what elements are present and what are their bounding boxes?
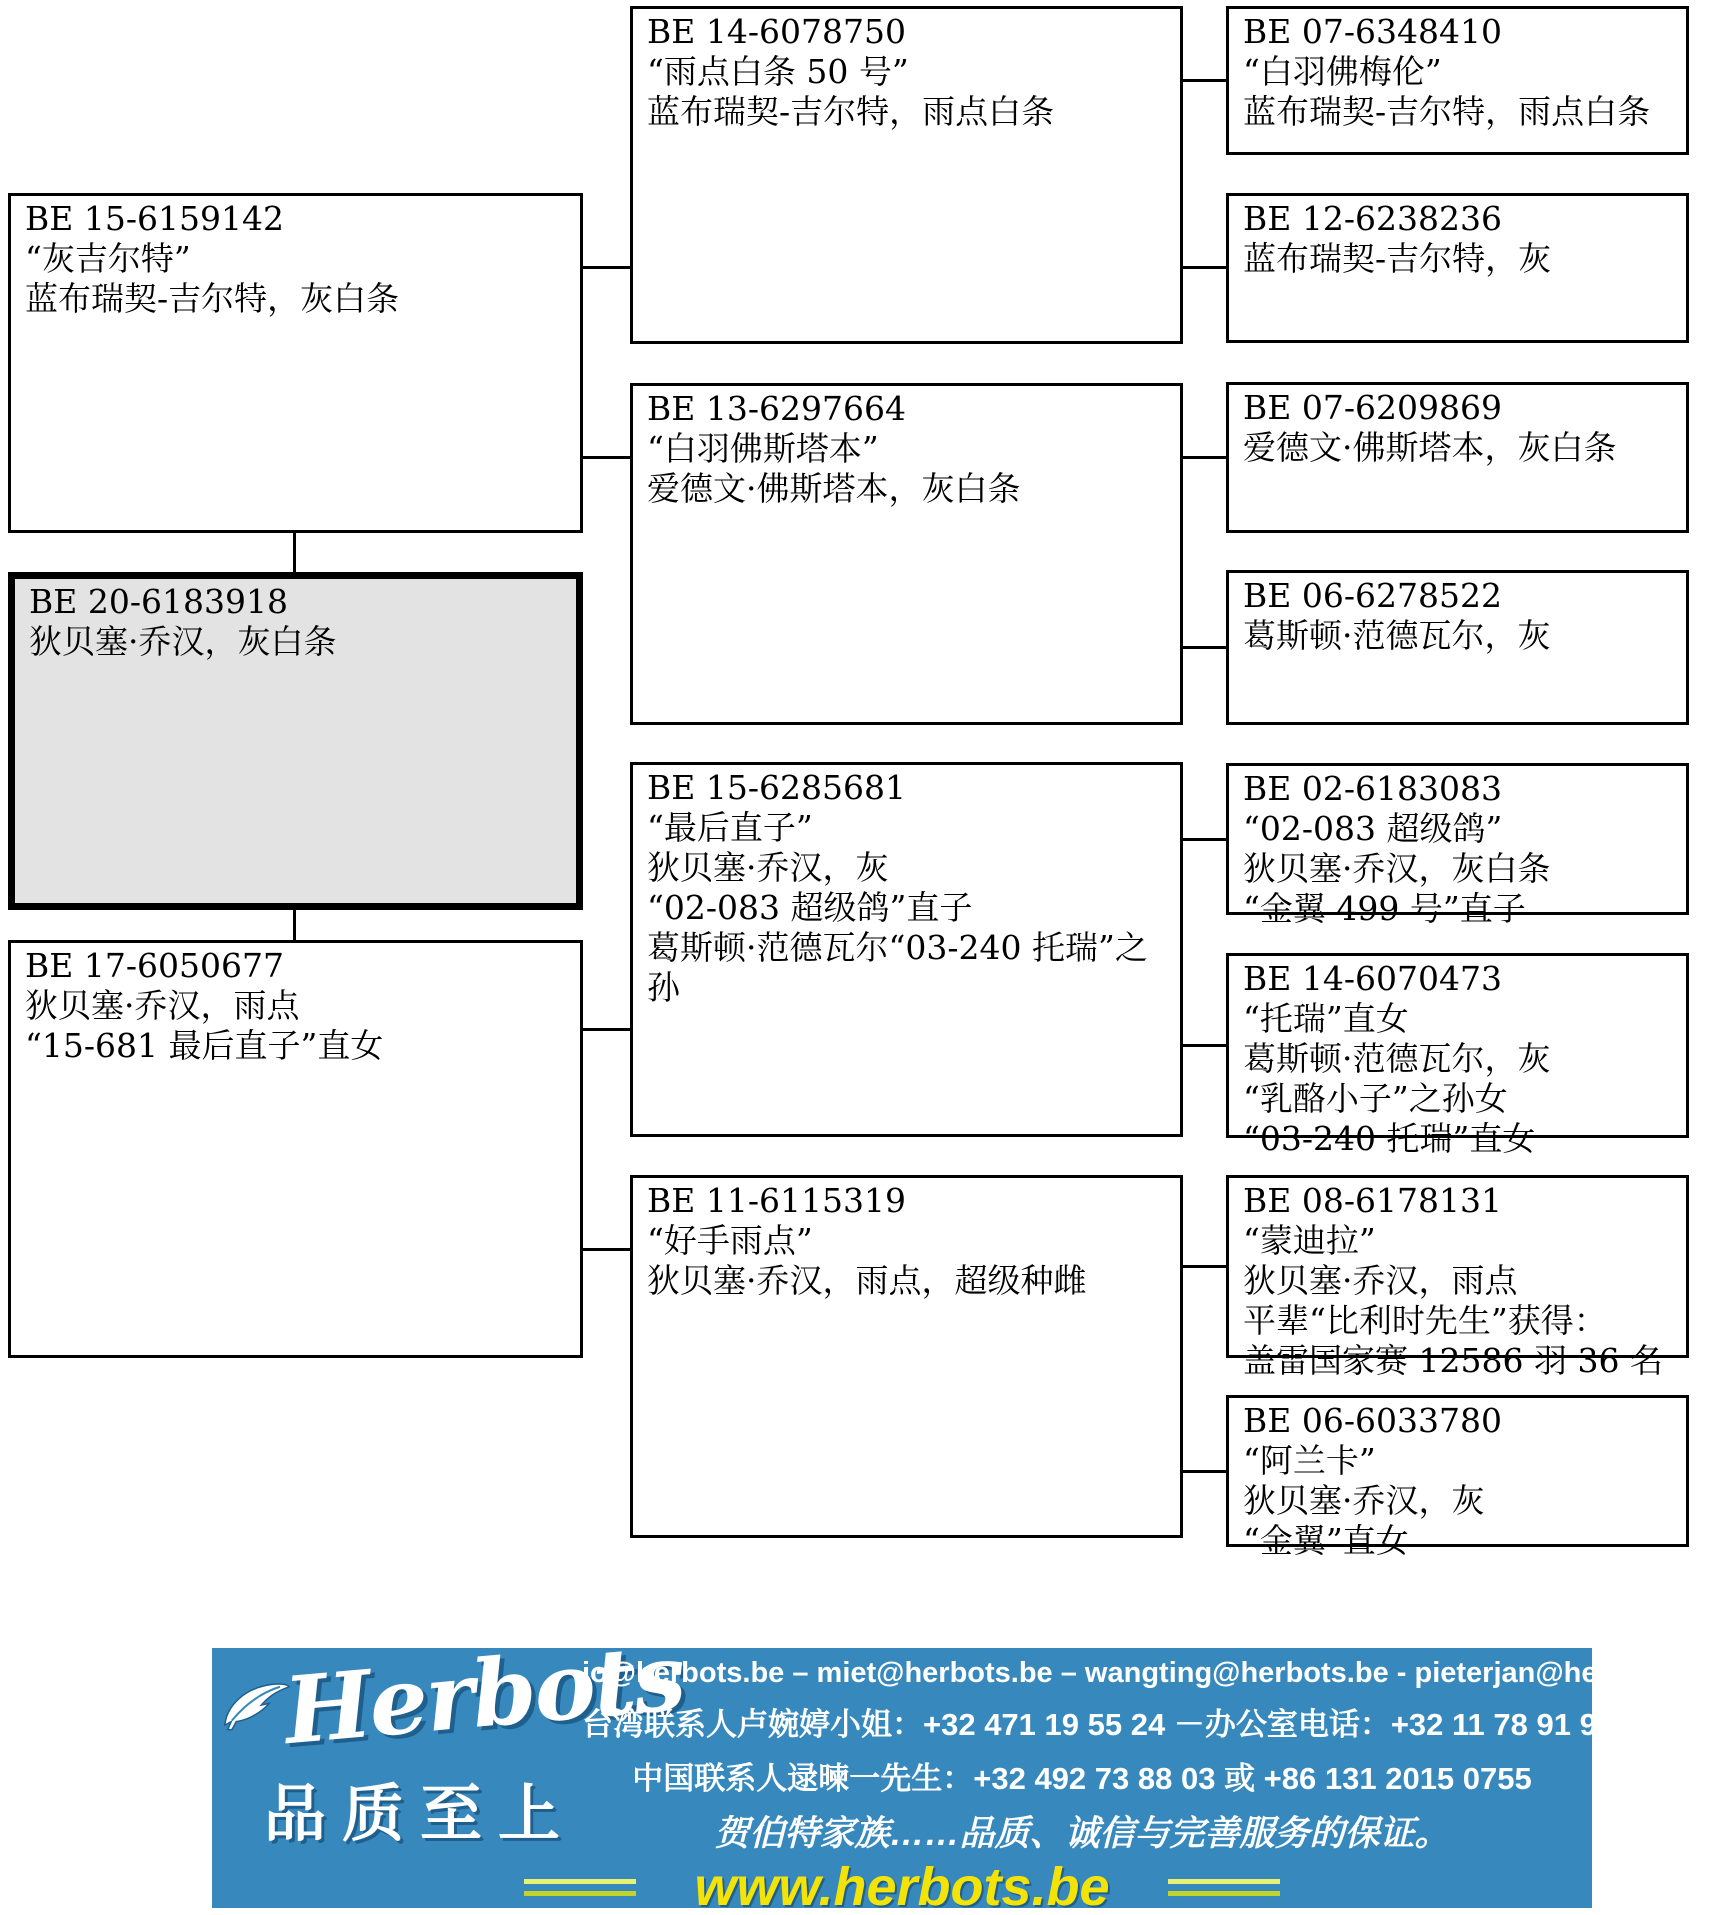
pedigree-text-line: BE 07-6348410	[1243, 12, 1502, 51]
pedigree-box-be-07-6348410	[1226, 6, 1689, 155]
pedigree-text-line: “金翼”直女	[1243, 1521, 1409, 1560]
pedigree-box-subject-be-20-6183918	[8, 572, 583, 910]
website-url: www.herbots.be	[694, 1857, 1110, 1915]
pedigree-text-line: “托瑞”直女	[1243, 999, 1409, 1038]
pedigree-box-be-13-6297664	[630, 383, 1183, 725]
pedigree-text-line: “金翼 499 号”直子	[1243, 889, 1526, 928]
pedigree-text-line: 蓝布瑞契-吉尔特，灰白条	[25, 279, 400, 318]
logo-wordmark: Herbots	[280, 1622, 688, 1766]
pedigree-text-line: “乳酪小子”之孙女	[1243, 1079, 1508, 1118]
pedigree-text-line: BE 12-6238236	[1243, 199, 1502, 238]
pedigree-text-line: BE 02-6183083	[1243, 769, 1502, 808]
pedigree-text-line: 狄贝塞·乔汉，雨点	[1243, 1261, 1518, 1300]
pedigree-text-line: 狄贝塞·乔汉，灰	[1243, 1481, 1485, 1520]
pedigree-text-line: BE 14-6078750	[647, 12, 906, 51]
connector-m3-r6	[1183, 1044, 1226, 1047]
connector-m3-r5	[1183, 838, 1226, 841]
connector-m2-r3	[1183, 456, 1226, 459]
pedigree-text-line: 葛斯顿·范德瓦尔，灰	[1243, 1039, 1551, 1078]
email-line: jo@herbots.be – miet@herbots.be – wangting@herbots.be - pieterjan@herbots.be	[582, 1657, 1712, 1689]
pedigree-text-line: BE 13-6297664	[647, 389, 906, 428]
connector-l3-m4	[583, 1248, 630, 1251]
contact-block	[582, 1648, 1712, 1818]
pedigree-text-line: “02-083 超级鸽”	[1243, 809, 1503, 848]
pedigree-text-line: BE 06-6033780	[1243, 1401, 1502, 1440]
pedigree-text-line: 蓝布瑞契-吉尔特，灰	[1243, 239, 1552, 278]
connector-m4-r8	[1183, 1470, 1226, 1473]
pedigree-text-line: “03-240 托瑞”直女	[1243, 1119, 1536, 1158]
pedigree-text-line: “蒙迪拉”	[1243, 1221, 1376, 1260]
connector-l1-m2	[583, 456, 630, 459]
pedigree-text-line: “阿兰卡”	[1243, 1441, 1376, 1480]
pedigree-text-line: “15-681 最后直子”直女	[25, 1026, 384, 1065]
pedigree-box-be-02-6183083	[1226, 763, 1689, 928]
pedigree-text-line: BE 14-6070473	[1243, 959, 1502, 998]
pedigree-text-line: “02-083 超级鸽”直子	[647, 888, 973, 927]
pedigree-text-line: 狄贝塞·乔汉，灰白条	[29, 622, 337, 661]
pedigree-text-line: 爱德文·佛斯塔本，灰白条	[1243, 428, 1617, 467]
pedigree-text-line: BE 11-6115319	[647, 1181, 906, 1220]
connector-sire-to-subject	[293, 533, 296, 572]
connector-l1-m1	[583, 266, 630, 269]
pedigree-text-line: “白羽佛斯塔本”	[647, 429, 879, 468]
double-rule-left	[524, 1879, 636, 1896]
pedigree-text-line: 葛斯顿·范德瓦尔“03-240 托瑞”之孙	[647, 928, 1148, 1007]
pedigree-text-line: “雨点白条 50 号”	[647, 52, 909, 91]
pedigree-text-line: 平辈“比利时先生”获得：	[1243, 1301, 1607, 1340]
pedigree-text-line: BE 08-6178131	[1243, 1181, 1502, 1220]
connector-m2-r4	[1183, 646, 1226, 649]
pedigree-text-line: “灰吉尔特”	[25, 239, 191, 278]
pedigree-text-line: “白羽佛梅伦”	[1243, 52, 1442, 91]
pedigree-text-line: 狄贝塞·乔汉，灰白条	[1243, 849, 1551, 888]
pedigree-text-line: “好手雨点”	[647, 1221, 813, 1260]
pedigree-box-sire-be-15-6159142	[8, 193, 583, 533]
pedigree-text-line: 葛斯顿·范德瓦尔，灰	[1243, 616, 1551, 655]
connector-m1-r1	[1183, 79, 1226, 82]
pedigree-text-line: 爱德文·佛斯塔本，灰白条	[647, 469, 1021, 508]
pedigree-text-line: 狄贝塞·乔汉，雨点	[25, 986, 300, 1025]
pedigree-box-dam-be-17-6050677	[8, 940, 583, 1358]
pedigree-text-line: 蓝布瑞契-吉尔特，雨点白条	[1243, 92, 1651, 131]
pedigree-text-line: 盖雷国家赛 12586 羽 36 名	[1243, 1341, 1663, 1380]
pedigree-box-be-06-6278522	[1226, 570, 1689, 725]
connector-subject-to-dam	[293, 910, 296, 940]
pedigree-text-line: BE 20-6183918	[29, 582, 288, 621]
pedigree-box-be-14-6078750	[630, 6, 1183, 344]
pedigree-box-be-14-6070473	[1226, 953, 1689, 1158]
connector-l3-m3	[583, 1028, 630, 1031]
pedigree-box-be-06-6033780	[1226, 1395, 1689, 1560]
pedigree-box-be-11-6115319	[630, 1175, 1183, 1538]
pedigree-text-line: BE 07-6209869	[1243, 388, 1502, 427]
connector-m4-r7	[1183, 1265, 1226, 1268]
logo-tagline: 品质至上	[264, 1780, 577, 1849]
pedigree-box-be-15-6285681	[630, 762, 1183, 1137]
pedigree-text-line: 蓝布瑞契-吉尔特，雨点白条	[647, 92, 1055, 131]
pedigree-text-line: BE 15-6285681	[647, 768, 906, 807]
double-rule-right	[1168, 1879, 1280, 1896]
connector-m1-r2	[1183, 266, 1226, 269]
pedigree-text-line: BE 17-6050677	[25, 946, 284, 985]
pedigree-text-line: BE 15-6159142	[25, 199, 284, 238]
pedigree-box-be-12-6238236	[1226, 193, 1689, 343]
website-row	[212, 1856, 1592, 1915]
pedigree-text-line: 狄贝塞·乔汉，雨点，超级种雌	[647, 1261, 1087, 1300]
pedigree-box-be-07-6209869	[1226, 382, 1689, 533]
pedigree-text-line: 狄贝塞·乔汉，灰	[647, 848, 889, 887]
taiwan-contact-line: 台湾联系人卢婉婷小姐：+32 471 19 55 24 －办公室电话：+32 11 78 91 90	[582, 1707, 1615, 1742]
pedigree-text-line: BE 06-6278522	[1243, 576, 1502, 615]
china-contact-line: 中国联系人逯暕一先生：+32 492 73 88 03 或 +86 131 2015 0755	[632, 1761, 1532, 1796]
pedigree-text-line: “最后直子”	[647, 808, 813, 847]
slogan-line: 贺伯特家族……品质、诚信与完善服务的保证。	[714, 1814, 1450, 1853]
herbots-footer-banner	[212, 1622, 1712, 1915]
pedigree-box-be-08-6178131	[1226, 1175, 1689, 1380]
